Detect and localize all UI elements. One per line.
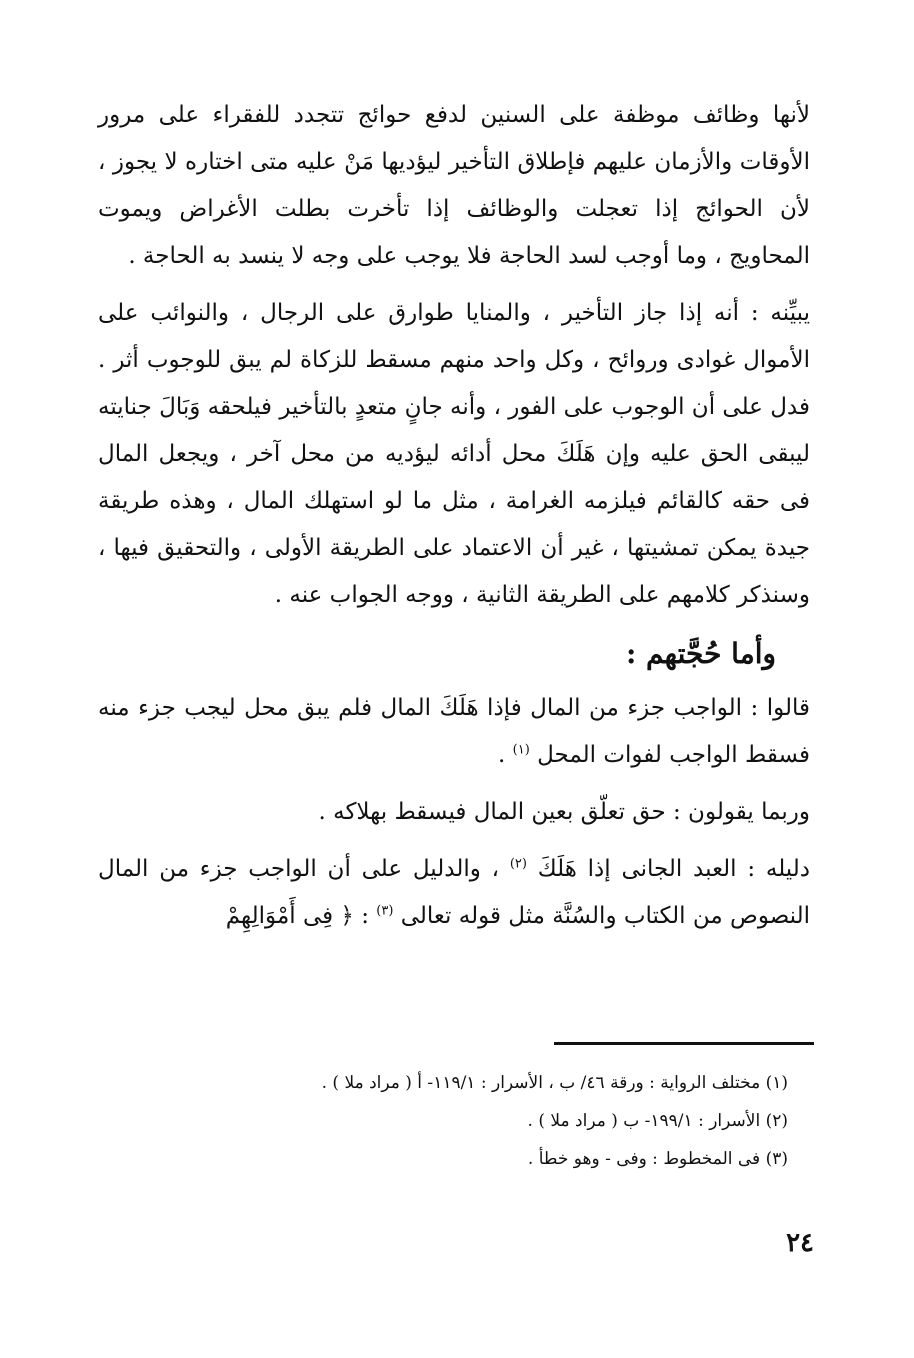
paragraph-2-text: يبيِّنه : أنه إذا جاز التأخير ، والمنايا طوارق على الرجال ، والنوائب على الأموال غوادى وروائح ، وكل واحد منهم مسقط للزكاة لم يبق للوجوب أثر . فدل على أن الوجوب على الفور ، وأنه جانٍ متعدٍ بالتأخير فيلحقه وَبَالَ جنايته ليبقى الحق عليه وإن هَلَكَ محل أدائه ليؤديه من محل آخر ، ويجعل المال فى حقه كالقائم فيلزمه الغرامة ، مثل ما لو استهلك المال ، وهذه طريقة جيدة يمكن تمشيتها ، غير أن الاعتماد على الطريقة الأولى ، والتحقيق فيها ، وسنذكر كلامهم على الطريقة الثانية ، ووجه الجواب عنه .: [97, 300, 810, 608]
paragraph-3-end: .: [498, 742, 506, 768]
paragraph-5: [98, 846, 810, 940]
footnote-ref-3: (٣): [376, 903, 394, 919]
footnotes: [98, 1064, 788, 1178]
footnote-1: (١) مختلف الرواية : ورقة ٤٦/ ب ، الأسرار : ١١٩/١- أ ( مراد ملا ) .: [321, 1073, 788, 1093]
paragraph-3: [98, 685, 810, 779]
footnote-2: (٢) الأسرار : ١٩٩/١- ب ( مراد ملا ) .: [527, 1111, 788, 1131]
paragraph-4: [98, 789, 810, 836]
footnote-ref-2: (٢): [509, 856, 527, 872]
paragraph-1-text: لأنها وظائف موظفة على السنين لدفع حوائج تتجدد للفقراء على مرور الأوقات والأزمان عليهم فإطلاق التأخير ليؤديها مَنْ عليه متى اختاره لا يجوز ، لأن الحوائج إذا تعجلت والوظائف إذا تأخرت بطلت الأغراض ويموت المحاويج ، وما أوجب لسد الحاجة فلا يوجب على وجه لا ينسد به الحاجة .: [98, 102, 810, 269]
paragraph-3-text: قالوا : الواجب جزء من المال فإذا هَلَكَ المال فلم يبق محل ليجب جزء منه فسقط الواجب لفوات المحل: [98, 695, 810, 768]
paragraph-5-part-c: : ﴿ فِى أَمْوَالِهِمْ: [225, 903, 369, 929]
paragraph-5-part-b: ، والدليل على أن الواجب جزء من المال النصوص من الكتاب والسُنَّة مثل قوله تعالى: [98, 856, 810, 929]
footnote-separator: [554, 1042, 814, 1045]
footnote-3: (٣) فى المخطوط : وفى - وهو خطأ .: [527, 1149, 788, 1169]
section-heading-text: وأما حُجَّتهم :: [625, 637, 776, 670]
main-text: [98, 92, 810, 950]
paragraph-4-text: وربما يقولون : حق تعلّق بعين المال فيسقط بهلاكه .: [318, 799, 810, 825]
section-heading: [98, 629, 810, 679]
footnote-ref-1: (١): [512, 742, 530, 758]
page-number: ٢٤: [786, 1228, 814, 1258]
paragraph-5-part-a: دليله : العبد الجانى إذا هَلَكَ: [526, 856, 810, 882]
paragraph-2: [98, 290, 810, 619]
paragraph-1: [98, 92, 810, 280]
